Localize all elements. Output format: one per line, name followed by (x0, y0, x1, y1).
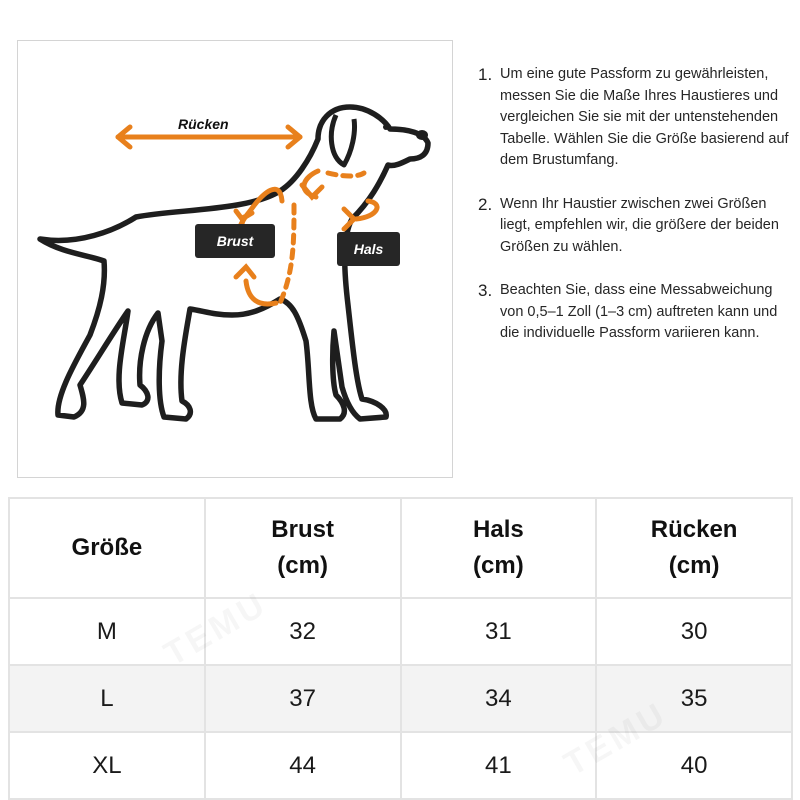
instruction-item (478, 64, 794, 172)
header-chest (205, 498, 401, 598)
dog-ear (331, 115, 354, 165)
cell-chest: 37 (205, 665, 401, 732)
header-neck-unit: (cm) (473, 552, 524, 579)
instructions-list (478, 64, 794, 367)
header-back-label: Rücken (650, 516, 738, 543)
instruction-number: 1. (478, 65, 493, 84)
header-chest-unit: (cm) (277, 552, 328, 579)
table-row (9, 732, 792, 799)
cell-neck: 41 (401, 732, 597, 799)
instruction-number: 3. (478, 281, 493, 300)
table-header-row (9, 498, 792, 598)
size-table (8, 497, 793, 800)
header-back (596, 498, 792, 598)
cell-chest: 44 (205, 732, 401, 799)
dog-nose (416, 130, 428, 140)
header-chest-label: Brust (271, 516, 334, 543)
header-neck (401, 498, 597, 598)
cell-size: L (9, 665, 205, 732)
instruction-item (478, 280, 794, 345)
header-size (9, 498, 205, 598)
table-row (9, 598, 792, 665)
neck-measurement-arrows (302, 171, 377, 229)
chest-tag: Brust (195, 224, 275, 258)
cell-neck: 34 (401, 665, 597, 732)
cell-size: XL (9, 732, 205, 799)
table-row (9, 665, 792, 732)
dog-measurement-diagram (17, 40, 453, 478)
cell-back: 35 (596, 665, 792, 732)
neck-tag: Hals (337, 232, 400, 266)
instruction-item (478, 194, 794, 259)
cell-neck: 31 (401, 598, 597, 665)
instruction-number: 2. (478, 194, 493, 214)
dog-eye (383, 124, 389, 130)
header-neck-label: Hals (473, 516, 524, 543)
header-back-unit: (cm) (668, 552, 720, 579)
cell-size: M (9, 598, 205, 665)
cell-back: 30 (596, 598, 792, 665)
instruction-text: Um eine gute Passform zu gewährleisten, messen Sie die Maße Ihres Haustieres und vergleichen Sie sie mit der untenstehenden Tabelle. Wählen Sie die Größe basierend auf dem Brustumfang. (500, 66, 789, 168)
instruction-text: Wenn Ihr Haustier zwischen zwei Größen liegt, empfehlen wir, die größere der beiden Größen zu wählen. (500, 195, 779, 255)
back-label: Rücken (178, 116, 229, 132)
instruction-text: Beachten Sie, dass eine Messabweichung von 0,5–1 Zoll (1–3 cm) auftreten kann und die individuelle Passform variieren kann. (500, 282, 778, 341)
cell-chest: 32 (205, 598, 401, 665)
cell-back: 40 (596, 732, 792, 799)
header-size-label: Größe (71, 534, 143, 561)
